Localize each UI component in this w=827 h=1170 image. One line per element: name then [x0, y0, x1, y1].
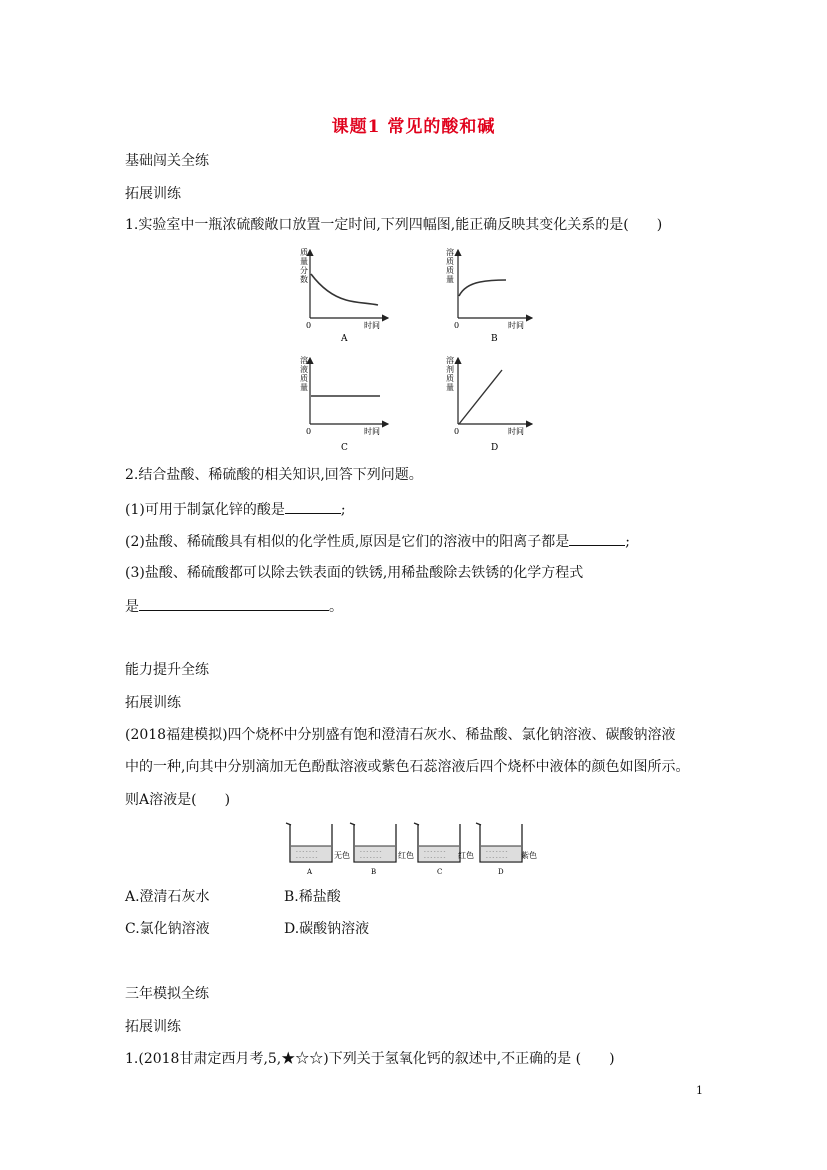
graph-b-letter: B — [491, 334, 498, 344]
graph-c-origin: 0 — [306, 427, 312, 436]
svg-text:- - - - - - -: - - - - - - - — [296, 849, 318, 855]
option-c: C.氯化钠溶液 — [125, 921, 210, 937]
question-2-part-2 — [125, 531, 630, 551]
graph-c-xlabel: 时间 — [364, 427, 380, 436]
question-3-beakers — [284, 818, 544, 880]
graph-a-ylabel-0: 质 — [300, 248, 308, 257]
beaker-a — [286, 823, 350, 876]
graph-b-ylabel-0: 溶 — [446, 248, 454, 257]
graph-d-ylabel-0: 溶 — [446, 356, 454, 365]
option-a: A.澄清石灰水 — [125, 889, 210, 905]
option-d: D.碳酸钠溶液 — [284, 921, 370, 937]
graph-b-curve — [459, 280, 506, 296]
question-3-line2: 中的一种,向其中分别滴加无色酚酞溶液或紫色石蕊溶液后四个烧杯中液体的颜色如图所示。 — [125, 759, 690, 775]
graph-d-ylabel-2: 质 — [446, 374, 454, 383]
beaker-d-color: 紫色 — [521, 851, 537, 860]
graph-a-xlabel: 时间 — [364, 321, 380, 330]
question-2-part-3-text: 是 — [125, 599, 139, 615]
question-2-part-1-end: ; — [340, 502, 346, 518]
question-2-part-2-end: ; — [625, 534, 630, 550]
beaker-b-color: 红色 — [398, 851, 414, 860]
beaker-c-letter: C — [437, 868, 443, 876]
question-2-part-1 — [125, 499, 346, 519]
graph-a-curve — [311, 274, 378, 305]
svg-text:- - - - - - -: - - - - - - - — [360, 855, 382, 861]
beaker-c — [414, 823, 474, 876]
svg-text:- - - - - - -: - - - - - - - — [296, 855, 318, 861]
beaker-a-letter: A — [307, 868, 313, 876]
question-1-stem: 1.实验室中一瓶浓硫酸敞口放置一定时间,下列四幅图,能正确反映其变化关系的是( ) — [125, 217, 663, 233]
svg-text:- - - - - - -: - - - - - - - — [360, 849, 382, 855]
graph-a-ylabel-1: 量 — [300, 257, 308, 266]
graph-c-letter: C — [341, 443, 348, 453]
question-3-line1: (2018福建模拟)四个烧杯中分别盛有饱和澄清石灰水、稀盐酸、氯化钠溶液、碳酸钠溶液 — [125, 727, 676, 743]
section-sub-basic: 拓展训练 — [125, 186, 181, 202]
beaker-d — [476, 823, 537, 876]
graph-c — [300, 355, 388, 453]
graph-d-ylabel-1: 剂 — [446, 365, 454, 374]
graph-d-line — [459, 370, 502, 424]
graph-d-xlabel: 时间 — [508, 427, 524, 436]
graph-a-letter: A — [341, 334, 348, 344]
option-b: B.稀盐酸 — [284, 889, 341, 905]
question-2-stem: 2.结合盐酸、稀硫酸的相关知识,回答下列问题。 — [125, 467, 423, 483]
graph-b-origin: 0 — [454, 321, 460, 330]
graph-d-letter: D — [491, 443, 499, 453]
svg-text:- - - - - - -: - - - - - - - — [424, 855, 446, 861]
graph-b — [446, 247, 532, 344]
section-heading-basic: 基础闯关全练 — [125, 153, 209, 169]
beaker-b — [350, 823, 414, 876]
graph-b-ylabel-2: 质 — [446, 266, 454, 275]
question-3-line3: 则A溶液是( ) — [125, 792, 231, 808]
question-2-part-3-end: 。 — [329, 599, 343, 615]
graph-b-ylabel-1: 质 — [446, 257, 454, 266]
graph-d-ylabel-3: 量 — [446, 383, 454, 392]
beaker-c-color: 红色 — [458, 851, 474, 860]
graph-c-ylabel-2: 质 — [300, 374, 308, 383]
page-number: 1 — [696, 1084, 703, 1097]
section-sub-ability: 拓展训练 — [125, 695, 181, 711]
question-2-part-2-text: (2)盐酸、稀硫酸具有相似的化学性质,原因是它们的溶液中的阳离子都是 — [125, 534, 570, 550]
question-2-part-3-line1: (3)盐酸、稀硫酸都可以除去铁表面的铁锈,用稀盐酸除去铁锈的化学方程式 — [125, 565, 584, 581]
beaker-b-letter: B — [371, 868, 377, 876]
section-heading-ability: 能力提升全练 — [125, 662, 209, 678]
question-4-stem: 1.(2018甘肃定西月考,5,★☆☆)下列关于氢氧化钙的叙述中,不正确的是 ( ) — [125, 1051, 615, 1067]
graph-c-ylabel-0: 溶 — [300, 356, 308, 365]
svg-text:- - - - - - -: - - - - - - - — [486, 855, 508, 861]
graph-c-ylabel-3: 量 — [300, 383, 308, 392]
graph-b-xlabel: 时间 — [508, 321, 524, 330]
question-2-part-3-line2 — [125, 596, 343, 616]
beaker-d-letter: D — [498, 868, 504, 876]
answer-blank — [285, 499, 341, 514]
svg-text:- - - - - - -: - - - - - - - — [486, 849, 508, 855]
svg-text:- - - - - - -: - - - - - - - — [424, 849, 446, 855]
graph-d-origin: 0 — [454, 427, 460, 436]
answer-blank — [139, 596, 329, 611]
graph-a-ylabel-3: 数 — [300, 275, 308, 284]
question-2-part-1-text: (1)可用于制氯化锌的酸是 — [125, 502, 285, 518]
graph-a — [300, 247, 388, 344]
answer-blank — [569, 531, 625, 546]
graph-c-ylabel-1: 液 — [300, 365, 308, 374]
page-title: 课题1 常见的酸和碱 — [331, 117, 496, 137]
section-sub-mock: 拓展训练 — [125, 1019, 181, 1035]
question-1-graphs — [280, 240, 560, 458]
graph-b-ylabel-3: 量 — [446, 275, 454, 284]
beaker-a-color: 无色 — [334, 851, 350, 860]
graph-d — [446, 355, 532, 453]
section-heading-mock: 三年模拟全练 — [125, 986, 209, 1002]
graph-a-ylabel-2: 分 — [300, 266, 308, 275]
graph-a-origin: 0 — [306, 321, 312, 330]
